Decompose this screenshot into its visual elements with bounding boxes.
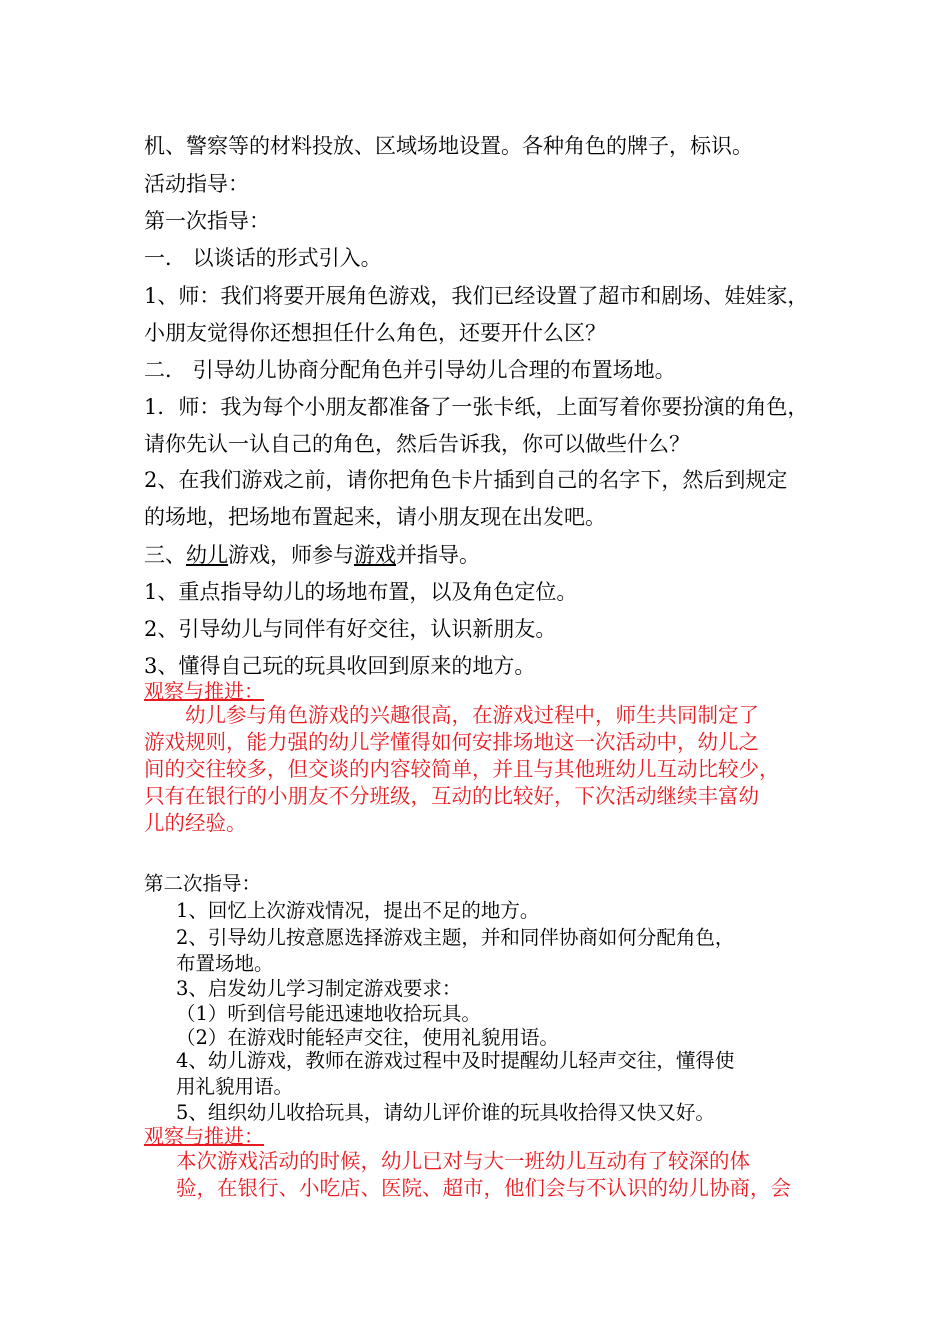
list-item: 2、引导幼儿按意愿选择游戏主题，并和同伴协商如何分配角色，: [176, 926, 735, 949]
step-heading-1: 一． 以谈话的形式引入。: [144, 246, 382, 270]
section-heading-second-guidance: 第二次指导：: [144, 872, 262, 895]
text-line: 3、懂得自己玩的玩具收回到原来的地方。: [144, 654, 536, 678]
observation-line: 验，在银行、小吃店、医院、超市，他们会与不认识的幼儿协商，会: [176, 1176, 791, 1200]
list-item: 3、启发幼儿学习制定游戏要求：: [176, 977, 462, 1000]
sub-list-item: （1）听到信号能迅速地收拾玩具。: [176, 1002, 481, 1025]
text-line: 机、警察等的材料投放、区域场地设置。各种角色的牌子，标识。: [144, 134, 753, 158]
text-line: 小朋友觉得你还想担任什么角色，还要开什么区？: [144, 321, 606, 345]
observation-line: 游戏规则，能力强的幼儿学懂得如何安排场地这一次活动中，幼儿之: [144, 730, 759, 754]
text-line: 请你先认一认自己的角色，然后告诉我，你可以做些什么？: [144, 432, 690, 456]
text-line: 2、引导幼儿与同伴有好交往，认识新朋友。: [144, 617, 557, 641]
observation-line: 本次游戏活动的时候，幼儿已对与大一班幼儿互动有了较深的体: [176, 1149, 750, 1173]
step-number: 三、: [144, 543, 186, 567]
observation-heading: 观察与推进：: [144, 679, 264, 703]
observation-heading: 观察与推进：: [144, 1124, 264, 1148]
section-heading-first-guidance: 第一次指导：: [144, 209, 270, 233]
step-heading-2: 二． 引导幼儿协商分配角色并引导幼儿合理的布置场地。: [144, 358, 676, 382]
text-line: 的场地，把场地布置起来，请小朋友现在出发吧。: [144, 505, 606, 529]
text-line: 2、在我们游戏之前，请你把角色卡片插到自己的名字下，然后到规定: [144, 468, 788, 492]
observation-paragraph: [176, 1148, 866, 1202]
list-item: 4、幼儿游戏，教师在游戏过程中及时提醒幼儿轻声交往，懂得使: [176, 1049, 735, 1072]
list-item-continued: 用礼貌用语。: [176, 1075, 294, 1098]
text-line: 1、重点指导幼儿的场地布置，以及角色定位。: [144, 580, 578, 604]
list-item: 5、组织幼儿收拾玩具，请幼儿评价谁的玩具收拾得又快又好。: [176, 1101, 715, 1124]
list-item: 1、回忆上次游戏情况，提出不足的地方。: [176, 899, 540, 922]
step-text: 并指导。: [396, 543, 480, 567]
observation-paragraph: [144, 702, 834, 837]
underlined-word: 幼儿: [186, 543, 228, 567]
observation-line: 幼儿参与角色游戏的兴趣很高，在游戏过程中，师生共同制定了: [144, 703, 759, 727]
list-item-continued: 布置场地。: [176, 952, 274, 975]
text-line: 1．师：我为每个小朋友都准备了一张卡纸，上面写着你要扮演的角色，: [144, 395, 809, 419]
text-line: 1、师：我们将要开展角色游戏，我们已经设置了超市和剧场、娃娃家，: [144, 284, 809, 308]
observation-line: 只有在银行的小朋友不分班级，互动的比较好，下次活动继续丰富幼: [144, 784, 759, 808]
section-heading-activity-guidance: 活动指导：: [144, 172, 249, 196]
sub-list-item: （2）在游戏时能轻声交往，使用礼貌用语。: [176, 1026, 559, 1049]
observation-line: 间的交往较多，但交谈的内容较简单，并且与其他班幼儿互动比较少，: [144, 757, 780, 781]
step-text: 游戏，师参与: [228, 543, 354, 567]
observation-line: 儿的经验。: [144, 811, 247, 835]
underlined-word: 游戏: [354, 543, 396, 567]
step-heading-3: [144, 537, 844, 573]
